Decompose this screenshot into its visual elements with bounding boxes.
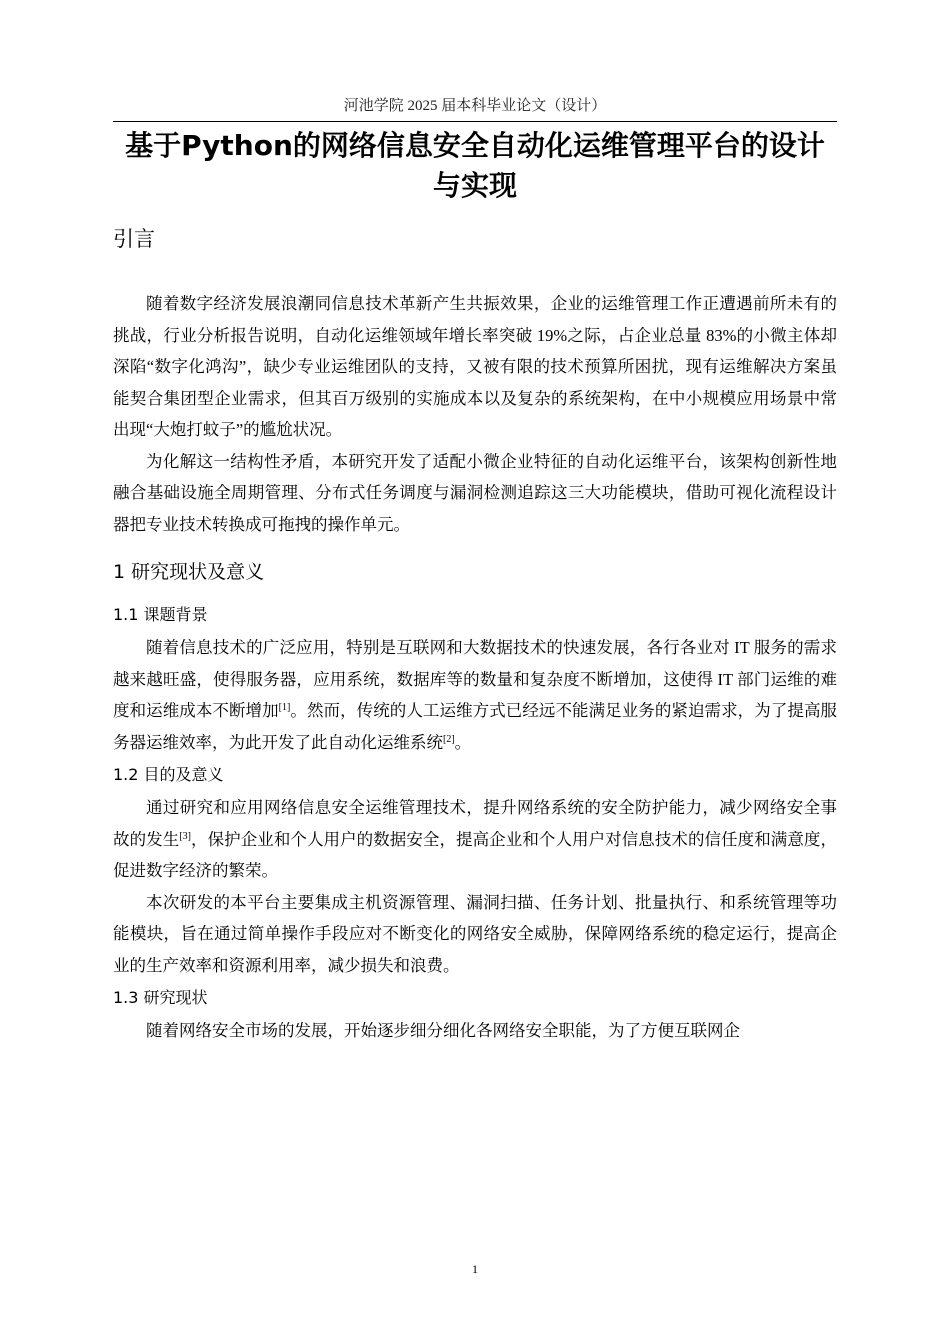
intro-heading: 引言	[113, 227, 155, 251]
text-run: 。	[454, 732, 472, 752]
citation-ref: [2]	[443, 733, 455, 745]
section-1-1-heading: 1.1 课题背景	[113, 605, 208, 624]
intro-paragraph-1: 随着数字经济发展浪潮同信息技术革新产生共振效果，企业的运维管理工作正遭遇前所未有的挑战，行业分析报告说明，自动化运维领域年增长率突破 19%之际，占企业总量 83%的小微主体却深陷“数字化鸿沟”，缺少专业运维团队的支持，又被有限的技术预算所困扰，现有运维解决方案虽能契合集团型企业需求，但其百万级别的实施成本以及复杂的系统架构，在中小规模应用场景中常出现“大炮打蚊子”的尴尬状况。	[113, 294, 837, 439]
intro-paragraph-2: 为化解这一结构性矛盾，本研究开发了适配小微企业特征的自动化运维平台，该架构创新性地融合基础设施全周期管理、分布式任务调度与漏洞检测追踪这三大功能模块，借助可视化流程设计器把专业技术转换成可拖拽的操作单元。	[113, 451, 837, 534]
text-run: ，保护企业和个人用户的数据安全，提高企业和个人用户对信息技术的信任度和满意度，促进数字经济的繁荣。	[113, 829, 838, 880]
running-header: 河池学院 2025 届本科毕业论文（设计）	[343, 98, 607, 114]
section-1-2-paragraph-1	[113, 792, 837, 887]
citation-ref: [3]	[179, 830, 191, 842]
header-rule	[113, 121, 837, 122]
section-1-2-heading: 1.2 目的及意义	[113, 765, 224, 784]
document-title: 基于Python的网络信息安全自动化运维管理平台的设计与实现	[125, 129, 825, 202]
page-number: 1	[472, 1262, 478, 1276]
section-1-3-paragraph: 随着网络安全市场的发展，开始逐步细分细化各网络安全职能，为了方便互联网企	[146, 1021, 740, 1040]
section-1-heading: 1 研究现状及意义	[113, 561, 265, 583]
section-1-2-paragraph-2: 本次研发的本平台主要集成主机资源管理、漏洞扫描、任务计划、批量执行、和系统管理等功能模块，旨在通过简单操作手段应对不断变化的网络安全威胁，保障网络系统的稳定运行，提高企业的生产效率和资源利用率，减少损失和浪费。	[113, 892, 837, 975]
text-run: 通过研究和应用网络信息安全运维管理技术，提升网络系统的安全防护能力，减少网络安全事故的发生	[113, 798, 837, 849]
citation-ref: [1]	[278, 702, 291, 713]
section-1-1-paragraph	[113, 632, 837, 758]
text-run: 。然而，传统的人工运维方式已经远不能满足业务的紧迫需求，为了提高服务器运维效率，为此开发了此自动化运维系统	[113, 701, 838, 752]
section-1-3-heading: 1.3 研究现状	[113, 988, 208, 1007]
document-body	[113, 224, 837, 1047]
text-run: 随着信息技术的广泛应用，特别是互联网和大数据技术的快速发展，各行各业对 IT 服务的需求越来越旺盛，使得服务器，应用系统，数据库等的数量和复杂度不断增加，这使得 IT 部门运维的难度和运维成本不断增加	[113, 638, 837, 720]
